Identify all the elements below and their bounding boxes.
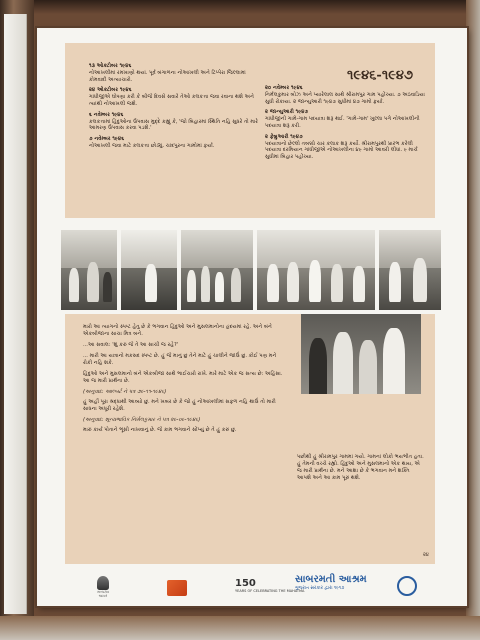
quote-right-column: પછીથી હું શ્રીરામપુર ગામમાં ગયો. ગામનાં લોકો ભયભીત હતા. હું તેમની વચ્ચે રહ્યો. હિંદુઓ અને મુસલમાનો એક થાય, એ જ મારી પ્રાર્થના છે. મને આશા છે કે ભગવાન મને શક્તિ આપશે અને આ કામ પૂરું થશે. — [297, 454, 424, 481]
timeline-entry — [265, 85, 425, 105]
entry-date: ૨ ફેબ્રુઆરી ૧૯૪૭ — [265, 133, 303, 140]
wooden-frame-top — [0, 0, 480, 14]
historic-photo — [181, 230, 253, 310]
logo-150-text: 150 — [235, 578, 256, 589]
timeline-left-column — [89, 63, 259, 154]
adjacent-panel-edge — [4, 14, 27, 614]
entry-text: ગાંધીજીએ ઘોષણા કરી કે બીજે દિવસે સવારે તેઓ કલકત્તા જવા રવાના થશે અને ત્યાંથી નોઆખલી જશે. — [89, 94, 254, 107]
timeline-entry — [89, 63, 259, 83]
timeline-entry — [265, 134, 425, 161]
entry-date: ૨૪ ઓક્ટોબર ૧૯૪૬ — [89, 87, 132, 94]
historic-photo — [61, 230, 117, 310]
historic-photo — [257, 230, 375, 310]
ministry-logo — [167, 580, 187, 596]
translation-credit: (અનુવાદ: શૂન્યભાવિક નિર્મલકુમાર ને પત્ર ૨૯-૦૯-૧૯૪૬) — [83, 417, 201, 423]
entry-text: નોઆખલીમાં રમખાણો થયાં. પૂર્વ બંગાળના નોઆખલી અને ટિપ્પેરા જિલ્લામાં કોમવાદી અત્યાચારો. — [89, 69, 246, 83]
historic-photo — [379, 230, 441, 310]
entry-date: ૭ નવેમ્બર ૧૯૪૬ — [89, 136, 125, 143]
historic-photo — [121, 230, 177, 310]
emblem-caption: સત્યમેવ જયતે — [97, 590, 109, 598]
entry-text: નિર્મલકુમાર બોઝ અને પ્યારેલાલ સાથે શ્રીરામપુર ગામ પહોંચ્યા. ૭ અઠવાડિયા સુધી રોકાયા. ૨ જાન્યુઆરી ૧૯૪૭ સુધીમાં ૪૭ ગામો ફર્યા. — [265, 91, 425, 105]
charkha-icon — [397, 576, 417, 596]
emblem-icon — [97, 576, 109, 590]
timeline-entry — [89, 87, 259, 107]
photo-strip — [61, 230, 441, 310]
quote-paragraph: હિંદુઓ અને મુસલમાનો બંને એકબીજા સાથે ભાઈચારો રાખે. મારે માટે એક જ સત્ય છે: અહિંસા. આ જ મારી પ્રાર્થના છે. — [83, 371, 283, 384]
quote-paragraph: મારું કાર્ય પોતાને ભૂંસી નાખવાનું છે. જે કામ ભગવાને સોંપ્યું છે તે હું કરું છું. — [83, 427, 237, 433]
entry-text: પદયાત્રાનો છેલ્લો તબક્કો ચાર કલાક શરૂ કર્યો. શ્રીરામપુરથી પ્રારંભ કરેલી પદયાત્રા દરમિયાન ગાંધીજીએ નોઆખલીના ૪૯ ગામો આવરી લીધાં. ૯ માર્ચ સુધીમાં બિહાર પહોંચ્યા. — [265, 140, 418, 161]
sabarmati-ashram-logo — [295, 574, 367, 591]
org-tagline: ગુજરાત સરકાર દ્વારા ૧૯૧૭ — [295, 586, 345, 591]
entry-text: ગાંધીજીની ગામે-ગામ પદયાત્રા શરૂ થઈ. 'ગામે-ગામ' ખુલ્લા પગે નોઆખલીની પદયાત્રા શરૂ કરી. — [265, 116, 420, 129]
quote-paragraph: હું અહીં પૂરા શ્રદ્ધાથી આવ્યો છું. મને ખબર છે કે જો હું નોઆખલીમાં સફળ નહિ થાઉં તો મારી સાધના અધૂરી રહેશે. — [83, 399, 276, 412]
entry-date: ૧૩ ઓક્ટોબર ૧૯૪૬ — [89, 63, 132, 69]
timeline-entry — [89, 112, 259, 132]
quote-text-column — [83, 324, 283, 438]
timeline-box — [65, 43, 435, 218]
page-number: ૨૪ — [422, 552, 429, 558]
wall-right-edge — [466, 0, 480, 640]
sponsor-footer — [37, 568, 467, 606]
entry-date: ૬ નવેમ્બર ૧૯૪૬ — [89, 111, 124, 118]
exhibit-panel — [37, 28, 467, 606]
entry-date: ૨૦ નવેમ્બર ૧૯૪૬ — [265, 85, 303, 91]
year-title: ૧૯૪૬-૧૯૪૭ — [347, 68, 413, 83]
timeline-right-column — [265, 85, 425, 165]
quote-paragraph: ... મારી આ યાત્રાનો મકસદ સ્પષ્ટ છે. હું જે માનું છું તેને માટે હું ચાલીને જાઉં છું. કોઈ પણ મને રોકી નહિ શકે. — [83, 353, 277, 366]
entry-date: ૨ જાન્યુઆરી ૧૯૪૭ — [265, 109, 309, 116]
logo-150-subtitle: YEARS OF CELEBRATING THE MAHATMA — [235, 589, 305, 593]
translation-credit: (અનુવાદ: આલ્બર્ટ ને પત્ર ૭૯-૧૧-૧૯૪૬) — [83, 389, 167, 395]
quote-paragraph: ...આ સવાલ: 'શું કરું જે તે આ સાચી જ રહે?' — [83, 342, 179, 348]
timeline-entry — [89, 136, 259, 150]
quote-box — [65, 314, 435, 564]
historic-photo-large — [301, 314, 421, 394]
timeline-entry — [265, 109, 425, 129]
entry-text: કલકત્તામાં હિંદુઓના ઉપવાસ મુદ્દે કહ્યું કે, 'જો બિહારમાં સ્થિતિ નહિ સુધરે તો મારે આમરણ ઉપવાસ કરવા પડશે.' — [89, 118, 258, 132]
national-emblem-logo — [93, 576, 113, 598]
org-name: સાબરમતી આશ્રમ — [295, 574, 367, 585]
wooden-frame-bottom — [0, 616, 480, 640]
quote-paragraph: મારો આ ત્યાગનો સ્પષ્ટ હેતુ છે કે ભગવાન હિંદુઓ અને મુસલમાનોના હૃદયમાં રહે. અને બંને એકબીજાના સાચા મિત્ર બને. — [83, 324, 272, 337]
entry-text: નોઆખલી જવા માટે કલકત્તા છોડ્યું. ચાંદપુરના ગામોમાં ફર્યા. — [89, 142, 215, 149]
